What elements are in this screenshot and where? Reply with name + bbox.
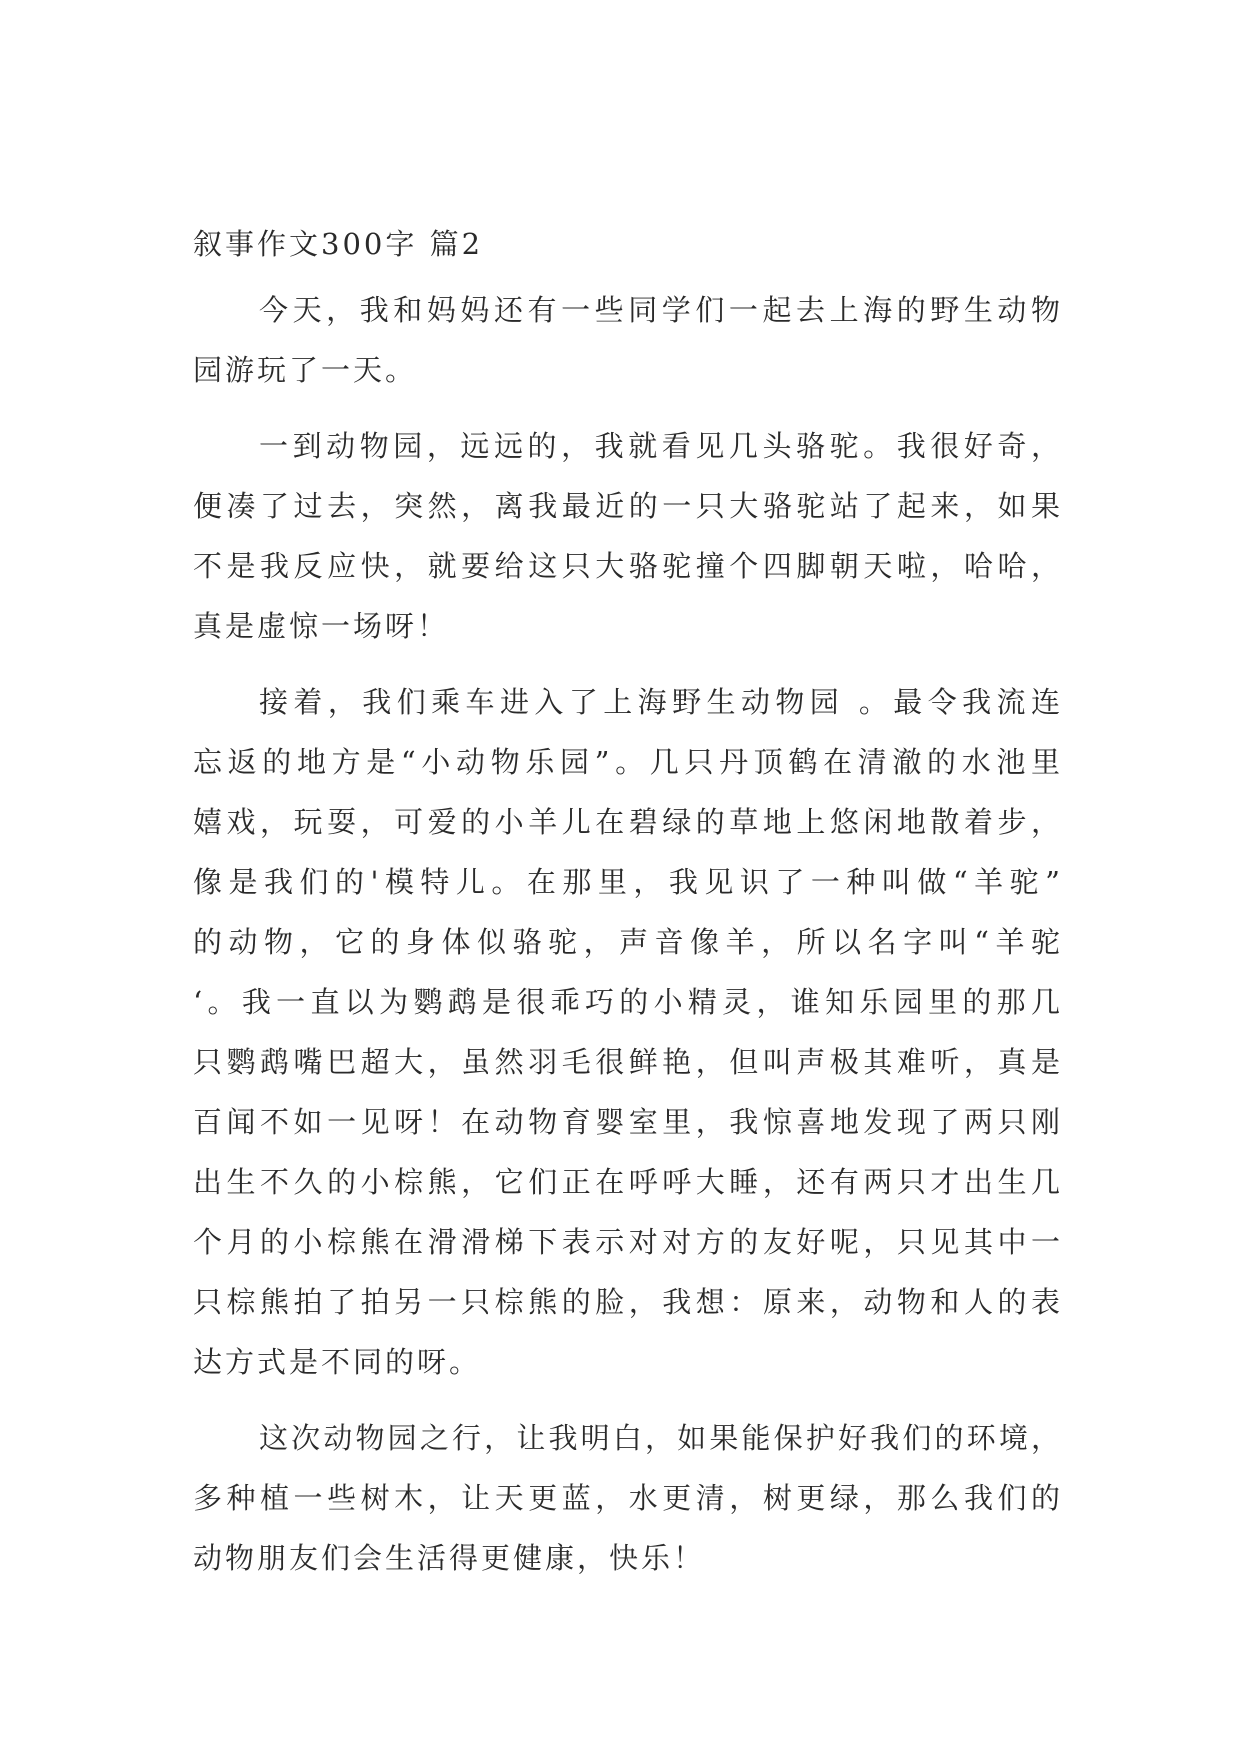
paragraph-line: 接着，我们乘车进入了上海野生动物园 。最令我流连 <box>259 685 1063 719</box>
paragraph-line: 忘返的地方是“小动物乐园”。几只丹顶鹤在清澈的水池里 <box>193 745 1063 779</box>
paragraph-line: 便凑了过去，突然，离我最近的一只大骆驼站了起来，如果 <box>193 489 1063 523</box>
paragraph-line: ‘。我一直以为鹦鹉是很乖巧的小精灵，谁知乐园里的那几 <box>193 985 1063 1019</box>
paragraph-line: 只鹦鹉嘴巴超大，虽然羽毛很鲜艳，但叫声极其难听，真是 <box>193 1045 1063 1079</box>
paragraph-line: 动物朋友们会生活得更健康，快乐！ <box>193 1541 706 1575</box>
paragraph-2 <box>193 416 1063 656</box>
paragraph-line: 真是虚惊一场呀！ <box>193 609 450 643</box>
paragraph-4 <box>193 1408 1063 1588</box>
paragraph-line: 一到动物园，远远的，我就看见几头骆驼。我很好奇， <box>259 429 1063 463</box>
paragraph-line: 不是我反应快，就要给这只大骆驼撞个四脚朝天啦，哈哈， <box>193 549 1063 583</box>
paragraph-line: 达方式是不同的呀。 <box>193 1345 482 1379</box>
paragraph-line: 多种植一些树木，让天更蓝，水更清，树更绿，那么我们的 <box>193 1481 1063 1515</box>
paragraph-3 <box>193 672 1063 1392</box>
paragraph-line: 像是我们的'模特儿。在那里，我见识了一种叫做“羊驼” <box>193 865 1063 899</box>
paragraph-line: 的动物，它的身体似骆驼，声音像羊，所以名字叫“羊驼 <box>193 925 1063 959</box>
paragraph-line: 今天，我和妈妈还有一些同学们一起去上海的野生动物 <box>259 293 1063 327</box>
paragraph-line: 这次动物园之行，让我明白，如果能保护好我们的环境， <box>259 1421 1063 1455</box>
paragraph-line: 嬉戏，玩耍，可爱的小羊儿在碧绿的草地上悠闲地散着步， <box>193 805 1063 839</box>
paragraph-line: 只棕熊拍了拍另一只棕熊的脸，我想：原来，动物和人的表 <box>193 1285 1063 1319</box>
paragraph-line: 百闻不如一见呀！在动物育婴室里，我惊喜地发现了两只刚 <box>193 1105 1063 1139</box>
paragraph-line: 出生不久的小棕熊，它们正在呼呼大睡，还有两只才出生几 <box>193 1165 1063 1199</box>
paragraph-line: 个月的小棕熊在滑滑梯下表示对对方的友好呢，只见其中一 <box>193 1225 1063 1259</box>
paragraph-1 <box>193 280 1063 400</box>
paragraph-line: 园游玩了一天。 <box>193 353 418 387</box>
essay-heading: 叙事作文300字 篇2 <box>193 227 484 261</box>
essay-body <box>193 224 1063 1604</box>
